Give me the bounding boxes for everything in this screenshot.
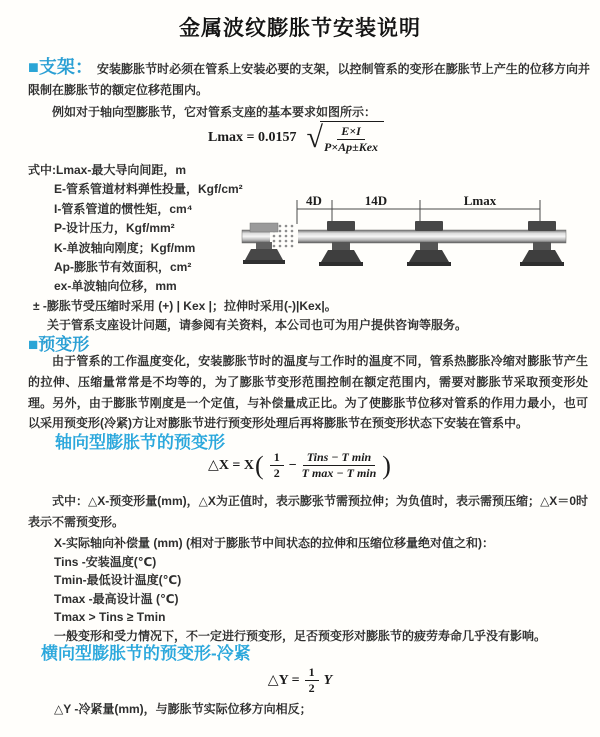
predeform-body-paragraph: 由于管系的工作温度变化，安装膨胀节时的温度与工作时的温度不同，管系热膨胀冷缩对膨胀节产生的拉伸、压缩量常常是不均等的，为了膨胀节变形范围控制在额定范围内，需要对膨胀节采取预变形处理。另外，由于膨胀节刚度是一个定值，与补偿量成正比。为了使膨胀节位移对管系的作用力最小，也可以采用预变形(冷紧)方让对膨胀节进行预变形处理后再将膨胀节在预变形状态下安装在管系中。 [28, 354, 588, 431]
axial-definitions [28, 491, 588, 645]
page-title: 金属波纹膨胀节安装说明 [179, 17, 421, 40]
fraction-denominator: P×Ap±Kex [323, 140, 379, 154]
section-square-icon: ■ [28, 335, 39, 354]
support-note-line: 关于管系支座设计问题，请参阅有关资料，本公司也可为用户提供咨询等服务。 [47, 318, 468, 333]
definition-line: Tmax -最高设计温 (℃) [54, 591, 179, 606]
lmax-formula [208, 121, 384, 154]
pipe-support-diagram-svg [240, 186, 596, 278]
minus-sign: − [288, 457, 297, 473]
section-square-icon: ■ [28, 57, 39, 77]
support-section-heading [28, 57, 93, 77]
fraction-denominator: 2 [308, 681, 315, 695]
definition-line: Tmax > Tins ≥ Tmin [54, 610, 166, 624]
fraction [324, 125, 378, 154]
fraction-numerator: 1 [305, 666, 319, 681]
open-paren: ( [255, 450, 264, 480]
axial-where-paragraph: 式中：△X-预变形量(mm)，△X为正值时，表示膨张节需预拉伸；为负值时，表示需预压缩；△X＝0时表示不需预变形。 [28, 494, 588, 529]
fraction-numerator: Tins − T min [303, 451, 376, 466]
temperature-fraction [302, 451, 377, 480]
lateral-formula [0, 666, 600, 695]
lateral-formula-lhs: △Y = [267, 673, 300, 688]
fraction-numerator: 1 [270, 451, 284, 466]
pipe-support [407, 221, 451, 266]
fraction-denominator: 2 [273, 466, 280, 480]
half-fraction [305, 666, 319, 695]
pipe-support-diagram [240, 186, 596, 278]
definition-line: K-单波轴向刚度；Kgf/mm [54, 240, 196, 255]
definition-line: X-实际轴向补偿量 (mm) (相对于膨胀节中间状态的拉伸和压缩位移量绝对值之和)： [54, 536, 494, 550]
lmax-formula-lhs: Lmax = 0.0157 [208, 129, 297, 145]
dim-label-lmax: Lmax [463, 193, 497, 208]
plus-minus-definition-line: ± -膨胀节受压缩时采用 (+) | Kex |；拉伸时采用(-)|Kex|。 [33, 298, 337, 313]
lateral-subheading: 横向型膨胀节的预变形-冷紧 [41, 644, 251, 663]
support-intro-paragraph [28, 57, 590, 101]
definition-line: Ap-膨胀节有效面积，cm² [54, 260, 192, 275]
axial-subheading: 轴向型膨胀节的预变形 [55, 433, 225, 452]
definition-line: P-设计压力，Kgf/mm² [54, 221, 175, 236]
radicand [320, 121, 384, 154]
definition-line: 一般变形和受力情况下，不一定进行预变形，足否预变形对膨胀节的疲劳寿命几乎没有影响。 [54, 628, 547, 643]
radical-sign: √ [306, 120, 323, 154]
support-example-line: 例如对于轴向型膨胀节，它对管系支座的基本要求如图所示： [52, 105, 377, 119]
close-paren: ) [382, 450, 391, 480]
dim-label-14d: 14D [364, 193, 388, 208]
support-section [28, 57, 590, 123]
predeform-heading-label: 预变形 [38, 335, 90, 354]
support-intro-text: 安装膨胀节时必须在管系上安装必要的支架，以控制管系的变形在膨胀节上产生的位移方向并限制在膨胀节的额定位移范围内。 [28, 62, 590, 97]
lateral-formula-rhs: Y [323, 672, 333, 688]
pipe-support [520, 221, 564, 266]
definition-line: I-管系管道的惯性矩，cm⁴ [54, 201, 193, 216]
definition-line: Tins -安装温度(℃) [54, 554, 157, 569]
fraction-denominator: T max − T min [301, 466, 377, 480]
fraction-numerator: E×I [337, 125, 365, 140]
sqrt-expression [306, 121, 384, 154]
dim-label-4d: 4D [306, 193, 322, 208]
support-heading-label: 支架： [38, 57, 93, 77]
definition-line: E-管系管道材料弹性投量，Kgf/cm² [54, 182, 243, 197]
definition-line: Tmin-最低设计温度(℃) [54, 573, 182, 587]
lateral-note-line: △Y -冷紧量(mm)，与膨胀节实际位移方向相反； [54, 702, 312, 716]
axial-formula-lhs: △X = X [208, 458, 255, 473]
axial-formula [0, 451, 600, 480]
definition-line: ex-单波轴向位移，mm [54, 279, 177, 294]
half-fraction [270, 451, 284, 480]
pipe-support [319, 221, 363, 266]
definition-line: 式中:Lmax-最大导向间距，m [28, 163, 187, 177]
